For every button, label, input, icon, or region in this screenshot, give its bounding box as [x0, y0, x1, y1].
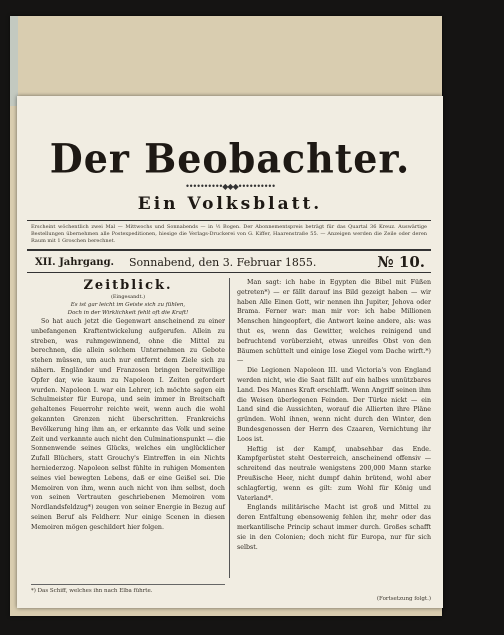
volume-label: XII. Jahrgang.: [35, 257, 115, 268]
masthead-subtitle: Ein Volksblatt.: [137, 194, 323, 214]
newspaper-page: [17, 96, 443, 608]
motto-line-1: Es ist gar leicht im Geiste sich zu fühlen,: [70, 302, 186, 308]
article-body-right-3: Heftig ist der Kampf, unabsehbar das Ende. Kampfgerüstet steht Oesterreich, anscheinend offensiv — schreitend das neutrale wenigstens 200,000 Mann starke Preußische Heer, nicht dumpf dahin brütend, wohl aber schlagfertig, wenn es gilt: zum Wohl für König und Vaterland*.: [237, 445, 431, 502]
article-body-right-4: Englands militärische Macht ist groß und Mittel zu deren Entfaltung ebensowenig fehlen ihr, mehr oder das merkantilische Princip schaut immer durch. Großes schafft sie in den Colonien; doch nicht für Europa, nur für sich selbst.: [237, 504, 431, 551]
issue-date: Sonnabend, den 3. Februar 1855.: [129, 256, 317, 269]
article-body-left: So hat auch jetzt die Gegenwart anscheinend zu einer unbefangenen Kraftentwickelung aufgerufen. Allein zu streben, was ruhmgewinnend, ohne die Mittel zu berechnen, die allein solchem Unternehmen zu Gebote stehen müssen, um auch nur entfernt dem Ziele sich zu nähern. Engländer und Franzosen bringen bereitwillige Opfer dar, wie kaum zu Napoleon I. Zeiten gefordert wurden. Napoleon I. war ein Lehrer, ich möchte sagen ein Schulmeister für Europa, und sein immer in Breitschaft gehaltenes Feuerrohr reichte weit, wenn auch die wohl gekannten Grenzen nicht überschritten. Frankreichs Bevölkerung hing ihm an, er erkannte das Volk und seine Zeit und verkannte auch nicht den Culminationspunkt — die Sonnenwende seines Glücks, welches ein unglücklicher Zufall Blüchers, statt Grouchy's Eintreffen in ein Nichts herniederzog. Napoleon selbst fühlte in ruhigen Momenten seines viel bewegten Lebens, daß er eine Geißel sei. Die Memoiren von ihm, wenn auch nicht von ihm selbst, doch von seinen Vertrauten geschriebenen Memoiren vom Nordlandsfeldzug*) zeugen von seiner Energie in Bezug auf seinen Beruf als Feldherr. Nur einige Scenen in diesen Memoiren mögen geschildert hier folgen.: [31, 318, 225, 531]
rule-dateline-top: [27, 249, 431, 251]
publication-info: Erscheint wöchentlich zwei Mal — Mittwochs und Sonnabends — in ½ Bogen. Der Abonnementspreis beträgt für das Quartal 36 Kreuz. Auswärtige Bestellungen übernehmen alle Postexpeditionen, hiesige die Verlags-Druckerei von G. Kiffer, Haarenstraße 55. — Anzeigen werden die Zeile oder deren Raum mit 1 Groschen berechnet.: [31, 224, 427, 244]
motto-line-2: Doch in der Wirklichkeit fehlt oft die Kraft!: [67, 310, 189, 316]
article-heading: Zeitblick.: [83, 278, 173, 293]
masthead-ornament: ••••••••••◆◆◆••••••••••: [185, 182, 275, 191]
footnote: *) Das Schiff, welches ihn nach Elba führte.: [31, 584, 225, 594]
column-divider: [229, 278, 230, 578]
article-body-right-2: Die Legionen Napoleon III. und Victoria's von England werden nicht, wie die Saat fällt auf ein halbes unnützbares Land. Des Mannes Kraft erschlafft. Wenn Angriff seinen ihm die Weisen überlegenen Feinden. Der Türke nickt — ein Land sind die Aussichten, worauf die Allierten ihre Pläne gründen. Wohl ihnen, wenn nicht durch den Winter, den Bundesgenossen der Herrn des Czaaren, Vernichtung ihr Loos ist.: [237, 367, 431, 443]
left-column: [31, 278, 225, 533]
article-body-right-1: Man sagt: ich habe in Egypten die Bibel mit Füßen getreten*) — er fällt darauf ins Bild gezeigt haben — wir haben Alle Einen Gott, wir nennen ihn Jupiter, Jehova oder Brama. Ferner war: man mir vor: ich habe Millionen Menschen hingeopfert, die Antwort keine andere, als: was thut es, wenn das Gewitter, welches reinigend und befruchtend vorüberzieht, etwas unreifes Obst von den Bäumen schüttelt und einige lose Ziegel vom Dache wirft.*) —: [237, 279, 431, 365]
dateline: [31, 254, 429, 270]
continued-note: (Fortsetzung folgt.): [376, 596, 431, 602]
right-column: [237, 278, 431, 552]
issue-number: № 10.: [377, 253, 425, 271]
masthead-title: Der Beobachter.: [49, 134, 411, 183]
rule-top: [27, 220, 431, 221]
article-subheading: (Eingesandt.): [110, 294, 146, 300]
rule-dateline-bottom: [27, 272, 431, 273]
binding-tab: [10, 16, 18, 106]
